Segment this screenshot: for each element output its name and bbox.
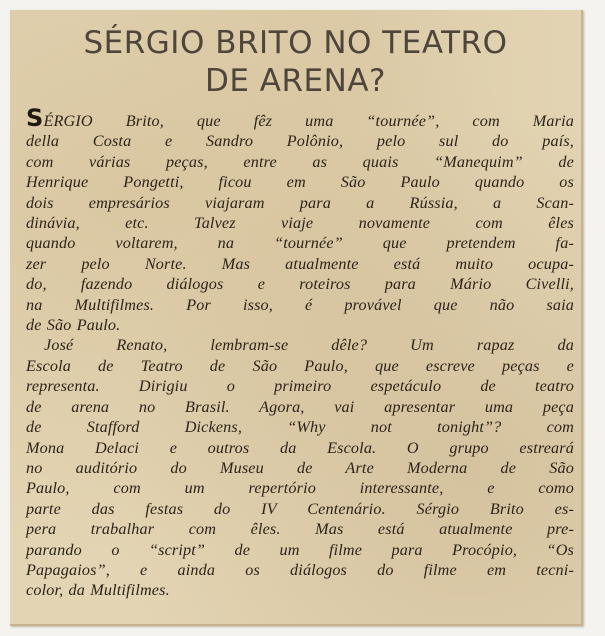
headline-line-2: DE ARENA? (205, 63, 386, 99)
paragraph-1 (26, 104, 574, 335)
text-line: representa. Dirigiu o primeiro espetáculo de teatro (26, 377, 574, 396)
text-line: de arena no Brasil. Agora, vai apresentar uma peça (26, 397, 574, 416)
text-line: zer pelo Norte. Mas atualmente está muito ocupa- (26, 254, 574, 273)
paragraph-2 (26, 335, 574, 600)
text-line: na Multifilmes. Por isso, é provável que não saia (26, 295, 574, 314)
text-line: color, da Multifilmes. (26, 581, 170, 600)
text-line: com várias peças, entre as quais “Manequim” de (26, 152, 574, 171)
text-line: della Costa e Sandro Polônio, pelo sul do país, (26, 132, 574, 151)
text-line: quando voltarem, na “tournée” que pretendem fa- (26, 234, 574, 253)
headline (24, 24, 567, 100)
text-line: do, fazendo diálogos e roteiros para Mário Civelli, (26, 275, 574, 294)
text-line: de São Paulo. (26, 316, 121, 335)
drop-cap: S (26, 104, 44, 132)
newspaper-clipping (10, 10, 583, 626)
headline-line-1: SÉRGIO BRITO NO TEATRO (83, 25, 508, 61)
text-line: Escola de Teatro de São Paulo, que escreve peças e (26, 356, 574, 375)
text-line: Mona Delaci e outros da Escola. O grupo estreará (26, 438, 574, 457)
text-line: no auditório do Museu de Arte Moderna de São (26, 458, 574, 477)
text-line: parando o “script” de um filme para Procópio, “Os (26, 540, 574, 559)
article-body (26, 104, 574, 601)
text-line: Henrique Pongetti, ficou em São Paulo quando os (26, 173, 574, 192)
text-line: parte das festas do IV Centenário. Sérgio Brito es- (26, 499, 574, 518)
text-line: Paulo, com um repertório interessante, e como (26, 479, 574, 498)
text-line: de Stafford Dickens, “Why not tonight”? com (26, 418, 574, 437)
text-line: José Renato, lembram-se dêle? Um rapaz da (44, 336, 574, 355)
text-line: dois empresários viajaram para a Rússia, a Scan- (26, 193, 574, 212)
text-line: pera trabalhar com êles. Mas está atualmente pre- (26, 520, 574, 539)
text-line: dinávia, etc. Talvez viaje novamente com êles (26, 214, 574, 233)
text-line: Papagaios”, e ainda os diálogos do filme em tecni- (26, 560, 574, 579)
text-line: SÉRGIO Brito, que fêz uma “tournée”, com Maria (26, 104, 574, 132)
